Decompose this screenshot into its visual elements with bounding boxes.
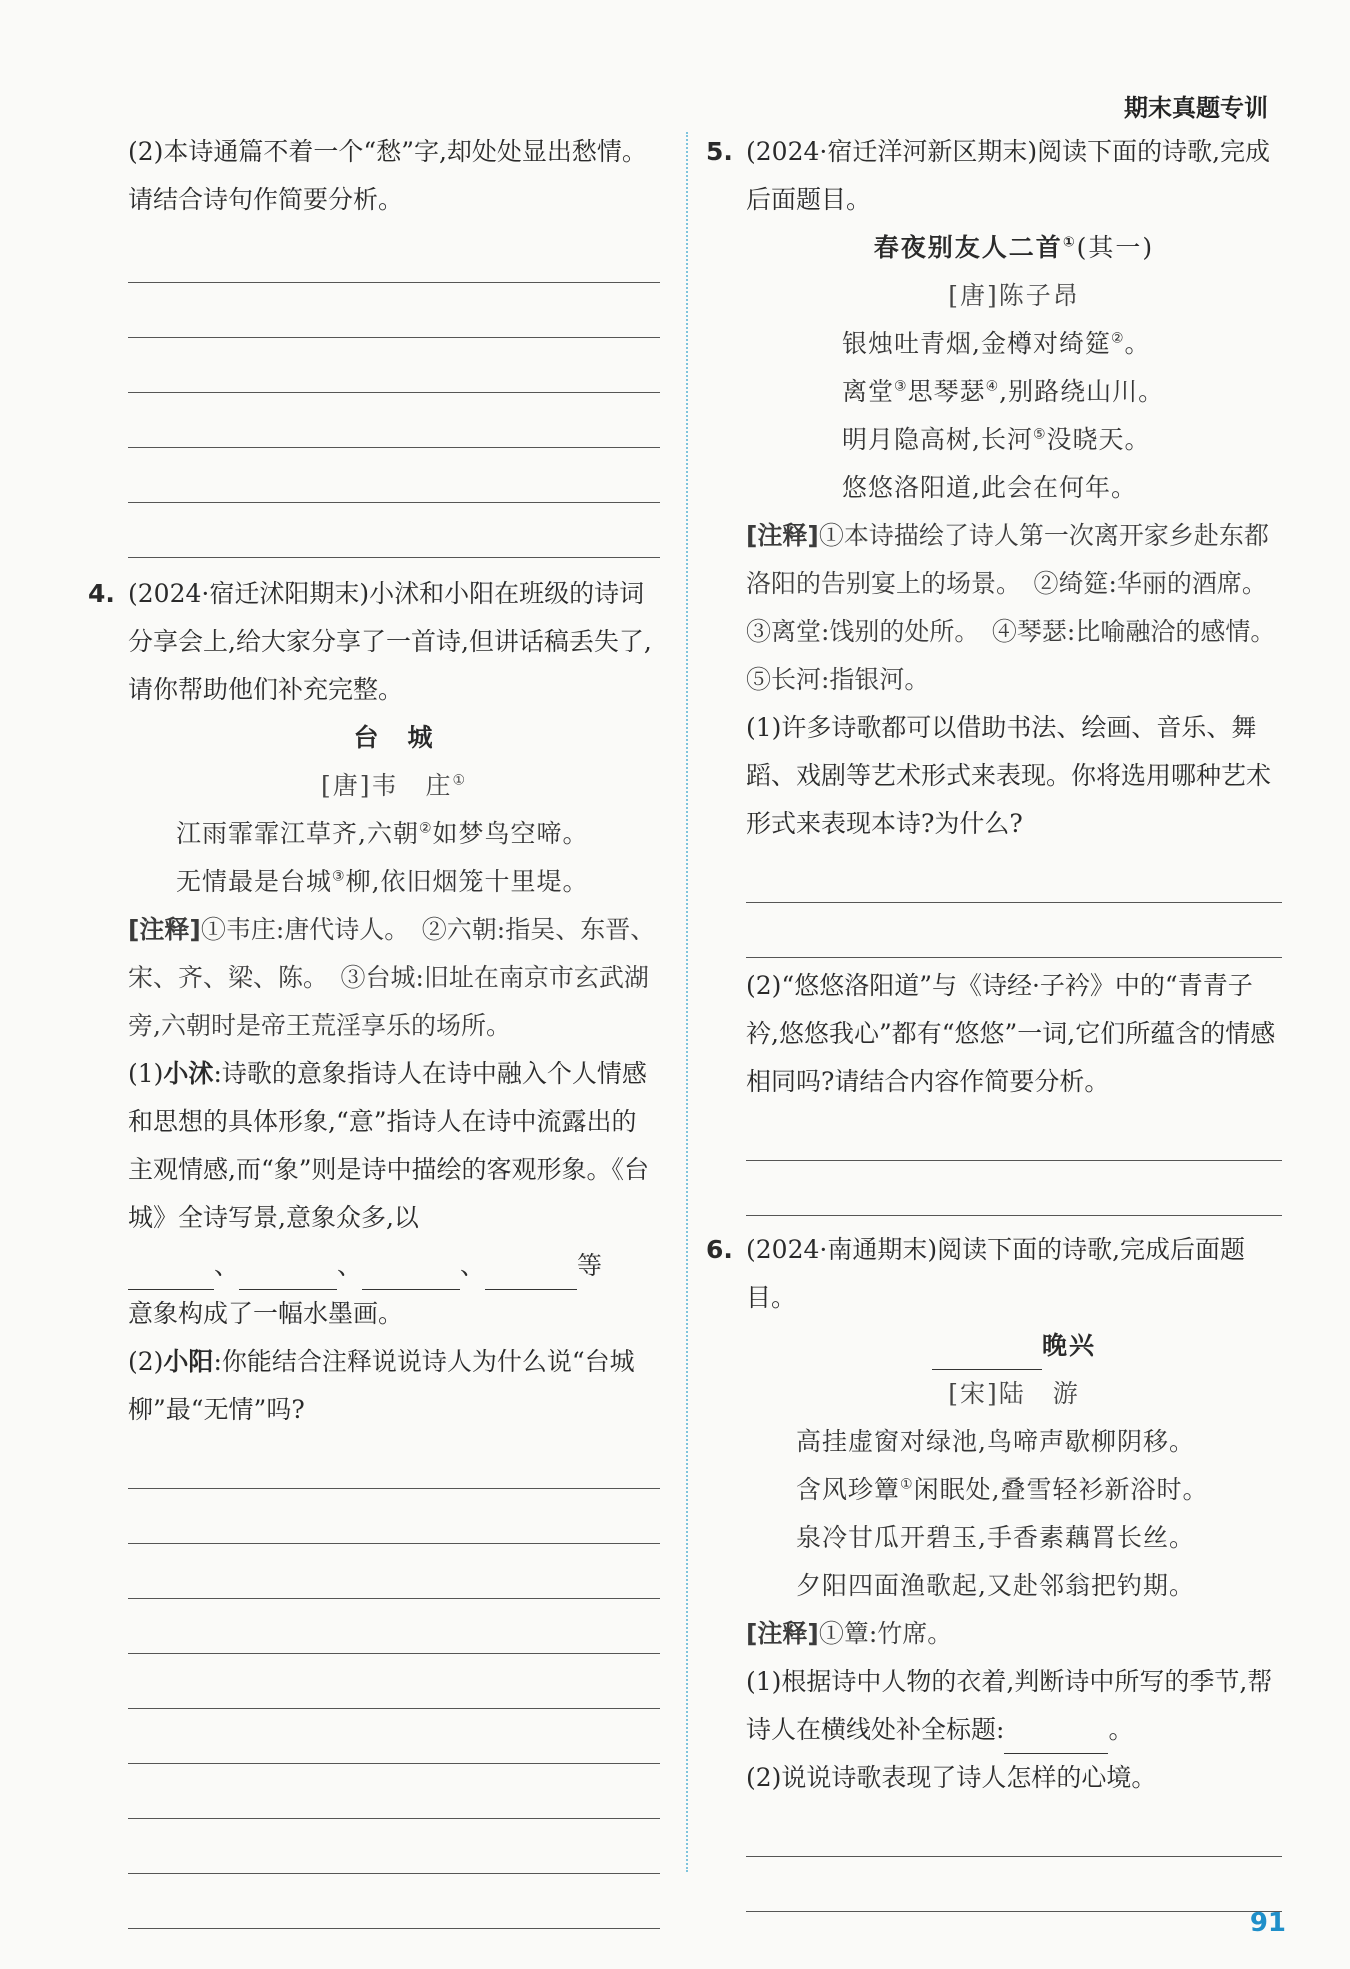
answer-line[interactable] [128, 1654, 660, 1709]
footnote-mark: ① [452, 772, 468, 789]
footnote-mark: ① [1062, 234, 1077, 251]
sub-label: (1) [128, 1059, 164, 1088]
answer-line[interactable] [128, 1544, 660, 1599]
answer-line[interactable] [128, 503, 660, 558]
answer-line[interactable] [128, 1709, 660, 1764]
poem-line [128, 858, 660, 906]
poem-title [746, 1322, 1282, 1370]
speaker-name: 小沭 [163, 1059, 214, 1088]
sub-question-2: (2)说说诗歌表现了诗人怎样的心境。 [746, 1763, 1157, 1792]
question-4-prompt: (2024·宿迁沭阳期末)小沭和小阳在班级的诗词分享会上,给大家分享了一首诗,但讲话稿丢失了,请你帮助他们补充完整。 [128, 579, 652, 704]
answer-lines[interactable] [128, 228, 660, 558]
annotation [746, 512, 1288, 704]
poem-text: 明月隐高树,长河 [842, 425, 1033, 454]
poem-line: 夕阳四面渔歌起,又赴邻翁把钓期。 [796, 1571, 1195, 1600]
sub-question-1 [746, 1658, 1282, 1754]
poem-title-text: 春夜别友人二首 [873, 233, 1063, 262]
answer-line[interactable] [128, 1599, 660, 1654]
poem-title [746, 224, 1282, 272]
answer-line[interactable] [128, 1434, 660, 1489]
question-6-prompt: (2024·南通期末)阅读下面的诗歌,完成后面题目。 [746, 1235, 1246, 1312]
section-header: 期末真题专训 [1124, 94, 1268, 122]
question-3-2-text: (2)本诗通篇不着一个“愁”字,却处处显出愁情。请结合诗句作简要分析。 [128, 137, 647, 214]
poem-author: [唐]陈子昂 [948, 281, 1080, 310]
poem-line [746, 416, 1282, 464]
sub-question-1 [128, 1050, 660, 1242]
poem-text: 离堂 [842, 377, 895, 406]
sub-question-1: (1)许多诗歌都可以借助书法、绘画、音乐、舞蹈、戏剧等艺术形式来表现。你将选用哪种艺术形式来表现本诗?为什么? [746, 713, 1272, 838]
poem-text: 思琴瑟 [907, 377, 986, 406]
question-4 [88, 570, 660, 1929]
page-number: 91 [1249, 1908, 1286, 1938]
poem-line [746, 320, 1282, 368]
poem-text: ,别路绕山川。 [999, 377, 1165, 406]
footnote-mark: ⑤ [1032, 426, 1047, 443]
sub-question-1-tail: 意象构成了一幅水墨画。 [128, 1299, 404, 1328]
annotation-text: ①簟:竹席。 [818, 1619, 953, 1648]
fill-blank-row [128, 1242, 660, 1290]
poem-text: 无情最是台城 [176, 867, 333, 896]
sub-question-text: (1)根据诗中人物的衣着,判断诗中所写的季节,帮诗人在横线处补全标题: [746, 1667, 1273, 1744]
column-divider [686, 132, 688, 1872]
footnote-mark: ② [418, 820, 433, 837]
poem-text: 没晓天。 [1046, 425, 1151, 454]
footnote-mark: ③ [894, 378, 908, 395]
answer-line[interactable] [746, 1161, 1282, 1216]
question-number: 4. [88, 579, 115, 608]
speaker-name: 小阳 [163, 1347, 214, 1376]
poem-text: 银烛吐青烟,金樽对绮筵 [842, 329, 1111, 358]
poem-author: [宋]陆 游 [948, 1379, 1080, 1408]
poem-title: 台 城 [353, 723, 435, 752]
poem-title-sub: (其一) [1076, 233, 1155, 262]
answer-line[interactable] [746, 903, 1282, 958]
poem-line: 泉冷甘瓜开碧玉,手香素藕罥长丝。 [796, 1523, 1195, 1552]
title-blank[interactable] [932, 1343, 1042, 1370]
answer-line[interactable] [128, 448, 660, 503]
poem-text: 。 [1124, 329, 1151, 358]
sub-question-text: :你能结合注释说说诗人为什么说“台城柳”最“无情”吗? [128, 1347, 635, 1424]
answer-line[interactable] [746, 1106, 1282, 1161]
separator: 、 [460, 1251, 486, 1280]
poem-text: 江雨霏霏江草齐,六朝 [176, 819, 419, 848]
left-column [88, 128, 660, 1929]
right-column [706, 128, 1288, 1912]
question-3-part-2 [128, 128, 660, 558]
answer-line[interactable] [128, 228, 660, 283]
footnote-mark: ① [900, 1476, 914, 1493]
answer-line[interactable] [128, 338, 660, 393]
poem-author [128, 762, 660, 810]
poem-line [746, 1466, 1282, 1514]
answer-line[interactable] [128, 393, 660, 448]
author-name: [唐]韦 庄 [320, 771, 453, 800]
poem-line [128, 810, 660, 858]
question-number: 6. [706, 1235, 733, 1264]
question-6 [706, 1226, 1282, 1912]
answer-lines[interactable] [746, 1802, 1282, 1912]
question-number: 5. [706, 137, 733, 166]
footnote-mark: ④ [985, 378, 1000, 395]
fill-blank[interactable] [128, 1259, 214, 1290]
separator: 、 [337, 1251, 363, 1280]
fill-blank[interactable] [362, 1259, 460, 1290]
sub-label: (2) [128, 1347, 164, 1376]
fill-blank[interactable] [239, 1259, 337, 1290]
annotation-tag: [注释] [746, 521, 819, 550]
sub-question-2: (2)“悠悠洛阳道”与《诗经·子衿》中的“青青子衿,悠悠我心”都有“悠悠”一词,它们所蕴含的情感相同吗?请结合内容作简要分析。 [746, 971, 1276, 1096]
annotation-tag: [注释] [128, 915, 201, 944]
answer-line[interactable] [128, 1764, 660, 1819]
annotation-text: ①韦庄:唐代诗人。 ②六朝:指吴、东晋、宋、齐、梁、陈。 ③台城:旧址在南京市玄武湖旁,六朝时是帝王荒淫享乐的场所。 [128, 915, 656, 1040]
answer-line[interactable] [128, 1874, 660, 1929]
answer-lines[interactable] [746, 848, 1282, 958]
answer-line[interactable] [128, 1819, 660, 1874]
sub-question-text: 等 [577, 1251, 603, 1280]
annotation [746, 1610, 1282, 1658]
sub-question-text: :诗歌的意象指诗人在诗中融入个人情感和思想的具体形象,“意”指诗人在诗中流露出的主观情感,而“象”则是诗中描绘的客观形象。《台城》全诗写景,意象众多,以 [128, 1059, 650, 1232]
footnote-mark: ② [1110, 330, 1125, 347]
fill-blank[interactable] [485, 1259, 577, 1290]
poem-line [746, 368, 1282, 416]
annotation [128, 906, 660, 1050]
question-5 [706, 128, 1288, 1216]
poem-text: 如梦鸟空啼。 [432, 819, 589, 848]
answer-line[interactable] [746, 1802, 1282, 1857]
answer-line[interactable] [746, 848, 1282, 903]
answer-lines[interactable] [128, 1434, 660, 1929]
answer-line[interactable] [128, 1489, 660, 1544]
fill-blank[interactable] [1004, 1723, 1108, 1754]
sub-question-2 [128, 1338, 660, 1434]
poem-text: 含风珍簟 [796, 1475, 901, 1504]
answer-line[interactable] [128, 283, 660, 338]
footnote-mark: ③ [332, 868, 346, 885]
answer-line[interactable] [746, 1857, 1282, 1912]
poem-line: 高挂虚窗对绿池,鸟啼声歇柳阴移。 [796, 1427, 1195, 1456]
poem-line: 悠悠洛阳道,此会在何年。 [842, 473, 1137, 502]
separator: 、 [214, 1251, 240, 1280]
annotation-tag: [注释] [746, 1619, 819, 1648]
poem-text: 闲眠处,叠雪轻衫新浴时。 [913, 1475, 1209, 1504]
sub-question-text: 。 [1108, 1715, 1134, 1744]
poem-title-text: 晚兴 [1041, 1331, 1096, 1360]
answer-lines[interactable] [746, 1106, 1282, 1216]
poem-text: 柳,依旧烟笼十里堤。 [345, 867, 589, 896]
annotation-text: ①本诗描绘了诗人第一次离开家乡赴东都洛阳的告别宴上的场景。 ②绮筵:华丽的酒席。 ③离堂:饯别的处所。 ④琴瑟:比喻融洽的感情。 ⑤长河:指银河。 [746, 521, 1288, 694]
question-5-prompt: (2024·宿迁洋河新区期末)阅读下面的诗歌,完成后面题目。 [746, 137, 1271, 214]
